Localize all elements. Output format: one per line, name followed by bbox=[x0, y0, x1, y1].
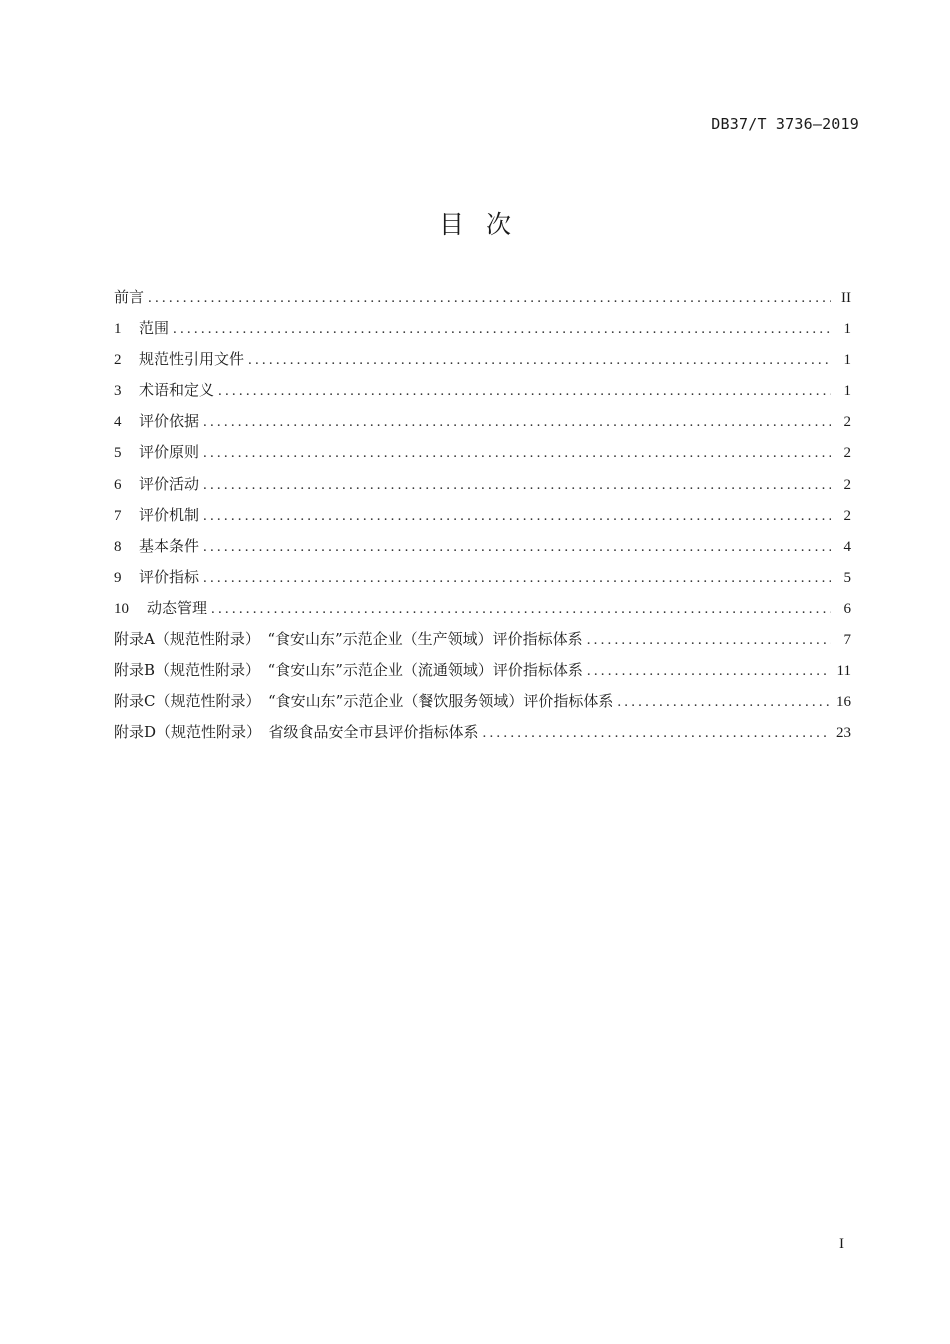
toc-title: 目次 bbox=[438, 210, 533, 239]
toc-entry-number: 2 bbox=[114, 352, 122, 369]
toc-entry-10[interactable] bbox=[114, 596, 851, 627]
toc-leader-dots bbox=[203, 566, 831, 590]
toc-entry-page: 23 bbox=[836, 725, 851, 742]
toc-entry-label: 附录B（规范性附录） “食安山东”示范企业（流通领域）评价指标体系 bbox=[114, 661, 583, 680]
toc-entry-page: 1 bbox=[843, 383, 851, 400]
toc-entry-appendix-c[interactable] bbox=[114, 689, 851, 720]
toc-entry-page: 16 bbox=[836, 694, 851, 711]
toc-entry-preface[interactable] bbox=[114, 285, 851, 316]
toc-entry-9[interactable] bbox=[114, 565, 851, 596]
toc-entry-appendix-a[interactable] bbox=[114, 627, 851, 658]
toc-entry-label: 范围 bbox=[139, 319, 170, 338]
toc-entry-label: 评价活动 bbox=[139, 474, 200, 493]
toc-leader-dots bbox=[483, 721, 830, 745]
toc-entry-label: 评价机制 bbox=[139, 505, 200, 524]
toc-entry-5[interactable] bbox=[114, 440, 851, 471]
toc-entry-page: 2 bbox=[843, 445, 851, 462]
toc-entry-label: 附录A（规范性附录） “食安山东”示范企业（生产领域）评价指标体系 bbox=[114, 630, 583, 649]
toc-entry-appendix-d[interactable] bbox=[114, 720, 851, 751]
toc-leader-dots bbox=[203, 410, 831, 434]
toc-entry-appendix-b[interactable] bbox=[114, 658, 851, 689]
toc-entry-label: 评价依据 bbox=[139, 412, 200, 431]
toc-entry-page: 2 bbox=[843, 414, 851, 431]
toc-entry-2[interactable] bbox=[114, 347, 851, 378]
toc-entry-label: 评价原则 bbox=[139, 443, 200, 462]
toc-entry-7[interactable] bbox=[114, 503, 851, 534]
toc-leader-dots bbox=[148, 286, 831, 310]
toc-entry-page: 6 bbox=[843, 600, 851, 617]
toc-leader-dots bbox=[203, 473, 831, 497]
toc-entry-page: II bbox=[841, 290, 851, 306]
toc-entry-3[interactable] bbox=[114, 378, 851, 409]
toc-entry-1[interactable] bbox=[114, 316, 851, 347]
document-code: DB37/T 3736—2019 bbox=[711, 115, 859, 133]
toc-leader-dots bbox=[587, 659, 831, 683]
toc-leader-dots bbox=[218, 379, 831, 403]
toc-entry-page: 2 bbox=[843, 476, 851, 493]
toc-entry-label: 评价指标 bbox=[139, 567, 200, 586]
toc-entry-number: 5 bbox=[114, 445, 122, 462]
page-number: I bbox=[839, 1236, 844, 1252]
toc-entry-page: 11 bbox=[836, 663, 851, 680]
toc-entry-page: 1 bbox=[843, 321, 851, 338]
toc-entry-page: 7 bbox=[843, 632, 851, 649]
toc-leader-dots bbox=[211, 597, 831, 621]
toc-entry-8[interactable] bbox=[114, 534, 851, 565]
toc-entry-number: 4 bbox=[114, 414, 122, 431]
toc-entry-label: 前言 bbox=[114, 288, 145, 306]
toc-leader-dots bbox=[203, 441, 831, 465]
toc-entry-number: 10 bbox=[114, 600, 129, 617]
toc-entry-6[interactable] bbox=[114, 472, 851, 503]
toc-entry-label: 规范性引用文件 bbox=[139, 350, 245, 369]
toc-entry-label: 动态管理 bbox=[147, 598, 208, 617]
toc-entry-page: 2 bbox=[843, 507, 851, 524]
toc-entry-page: 4 bbox=[843, 538, 851, 555]
toc-entry-label: 术语和定义 bbox=[139, 381, 215, 400]
toc-leader-dots bbox=[203, 504, 831, 528]
toc-entry-label: 附录D（规范性附录） 省级食品安全市县评价指标体系 bbox=[114, 723, 479, 742]
toc-entry-label: 附录C（规范性附录） “食安山东”示范企业（餐饮服务领域）评价指标体系 bbox=[114, 692, 614, 711]
toc-entry-number: 7 bbox=[114, 507, 122, 524]
toc-entry-label: 基本条件 bbox=[139, 536, 200, 555]
toc-entry-number: 3 bbox=[114, 383, 122, 400]
toc-leader-dots bbox=[587, 628, 831, 652]
toc-leader-dots bbox=[248, 348, 831, 372]
toc-leader-dots bbox=[203, 535, 831, 559]
toc-entry-4[interactable] bbox=[114, 409, 851, 440]
table-of-contents bbox=[114, 285, 851, 751]
toc-entry-number: 6 bbox=[114, 476, 122, 493]
toc-leader-dots bbox=[173, 317, 831, 341]
toc-entry-number: 9 bbox=[114, 569, 122, 586]
toc-entry-number: 1 bbox=[114, 321, 122, 338]
toc-entry-number: 8 bbox=[114, 538, 122, 555]
toc-entry-page: 5 bbox=[843, 569, 851, 586]
toc-leader-dots bbox=[617, 690, 830, 714]
toc-entry-page: 1 bbox=[843, 352, 851, 369]
